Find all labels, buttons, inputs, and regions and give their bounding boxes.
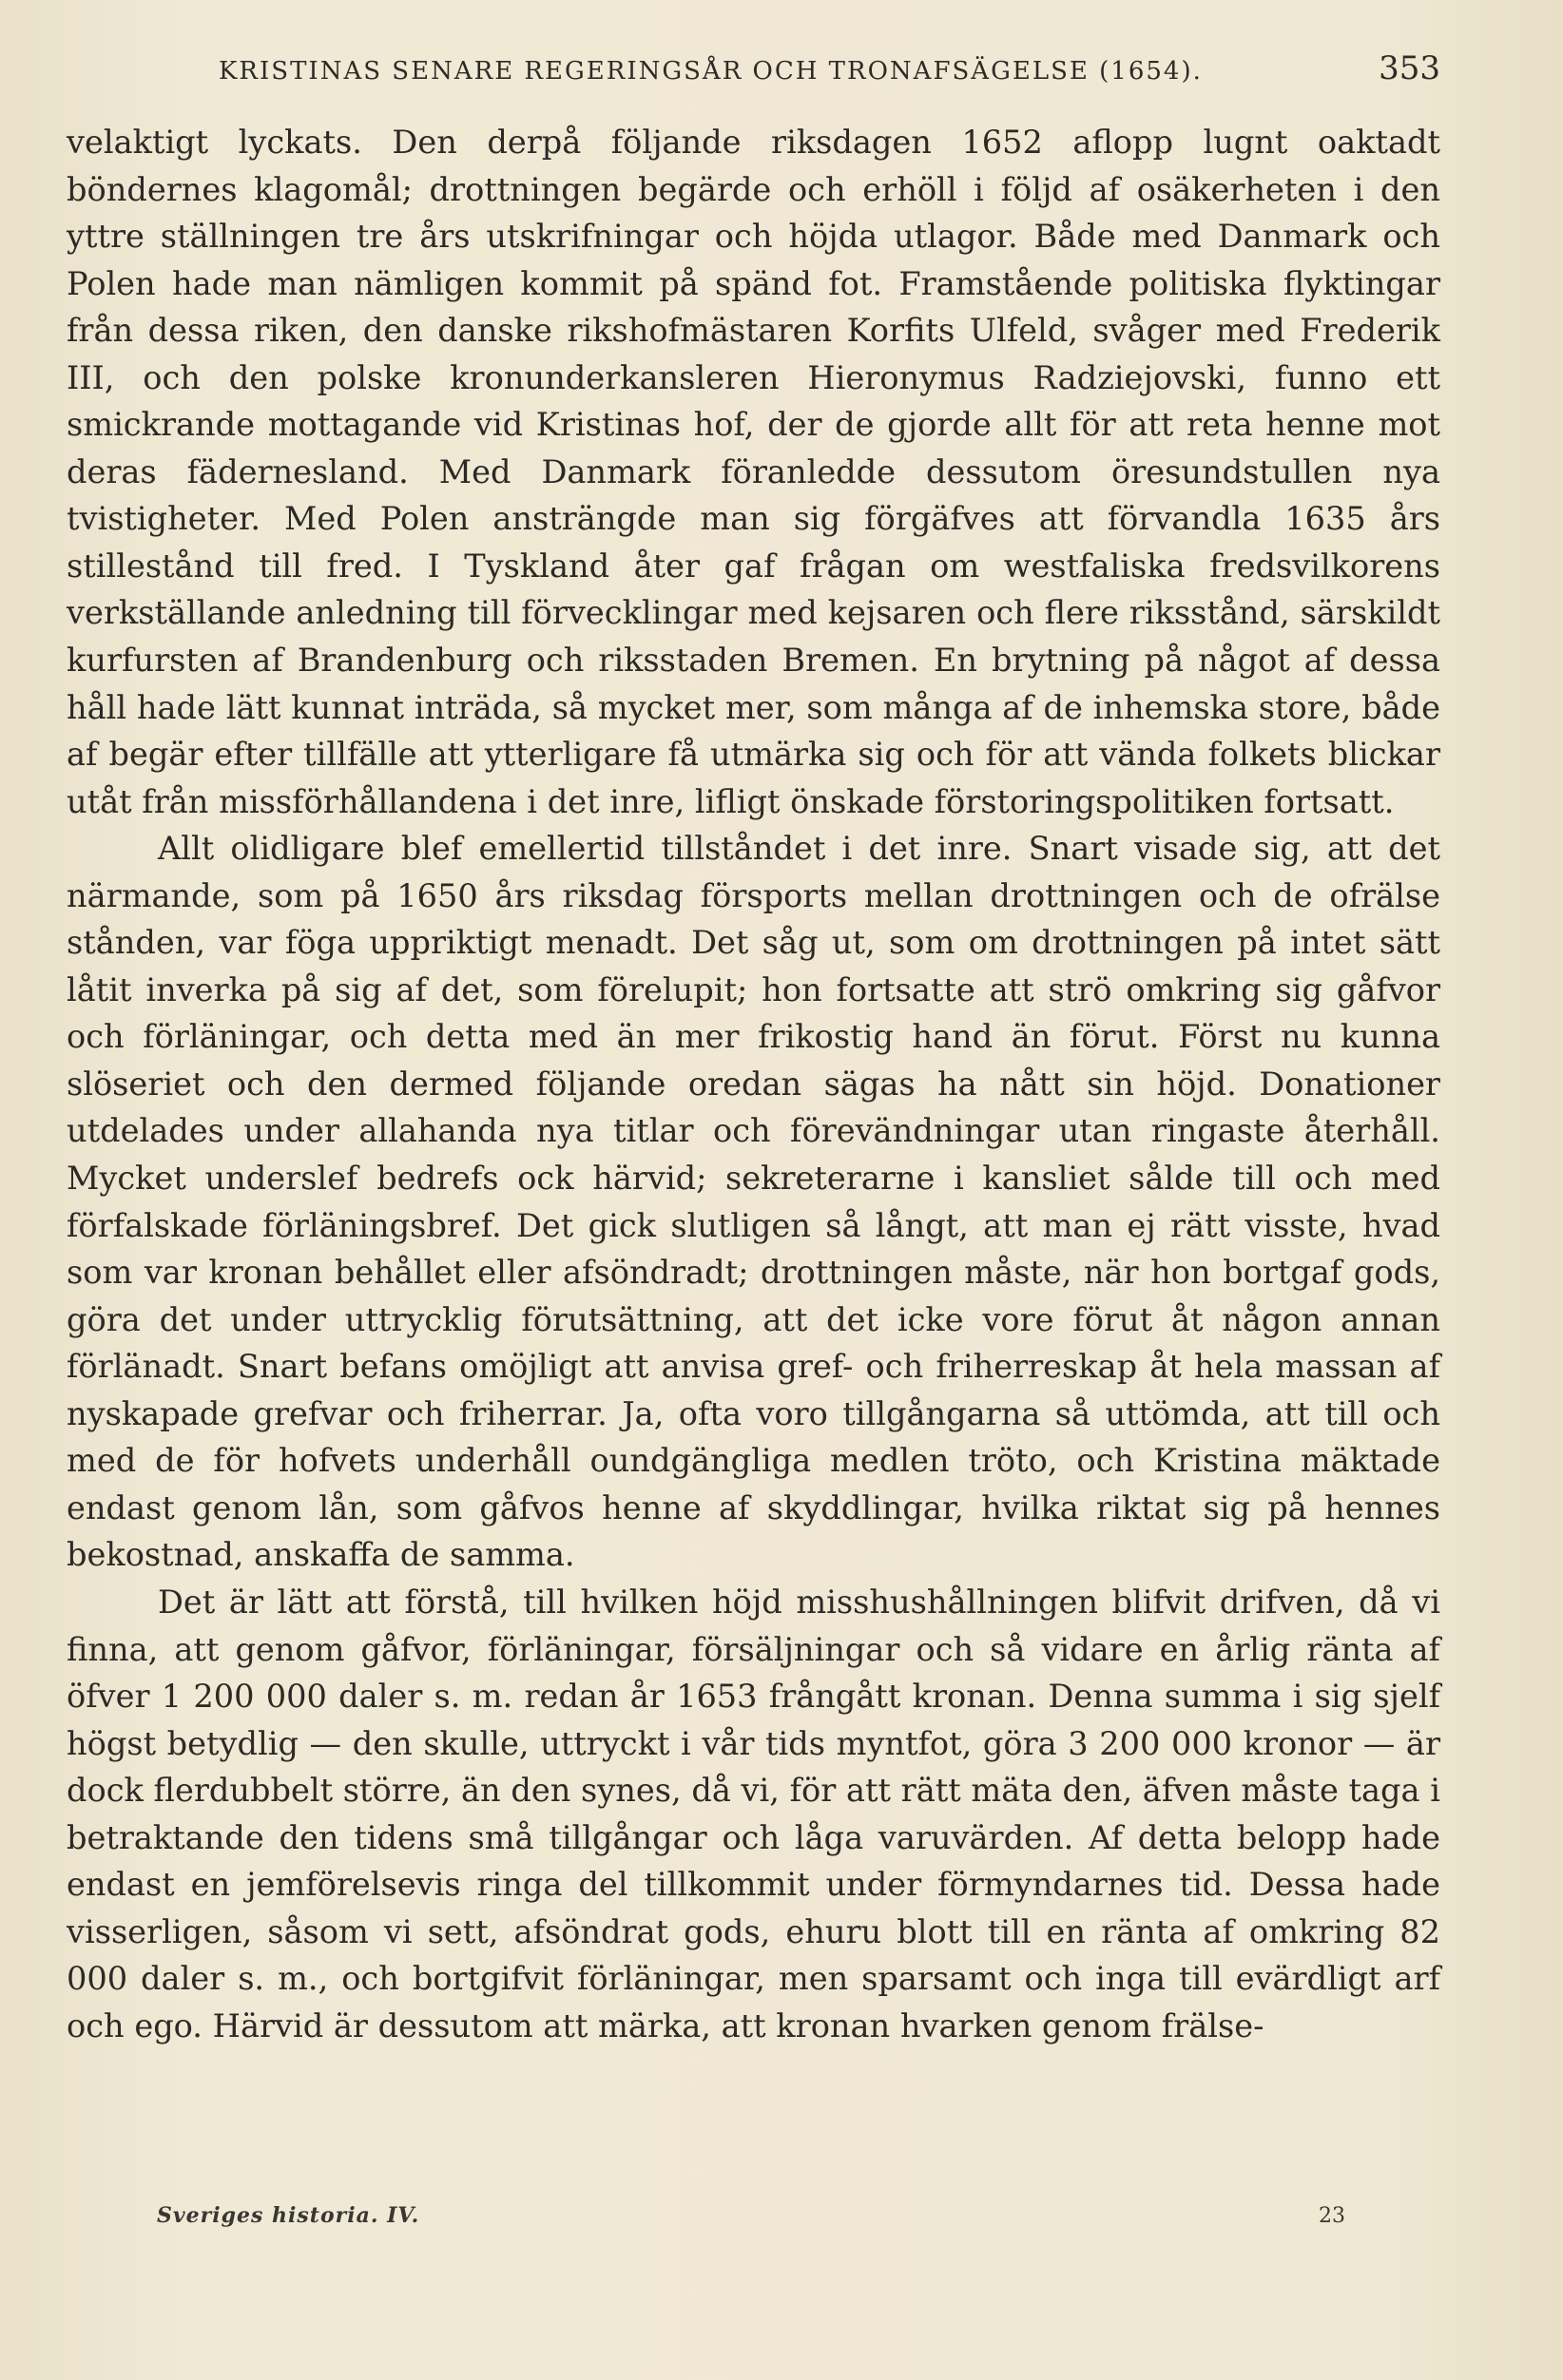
page-header (67, 49, 1440, 106)
body-text (67, 119, 1440, 2049)
paragraph-2: Allt olidligare blef emellertid tillståndet i det inre. Snart visade sig, att det närmande, som på 1650 års riksdag försports mellan drottningen och de ofrälse stånden, var föga uppriktigt menadt. Det såg ut, som om drottningen på intet sätt låtit inverka på sig af det, som förelupit; hon fortsatte att strö omkring sig gåfvor och förläningar, och detta med än mer frikostig hand än förut. Först nu kunna slöseriet och den dermed följande oredan sägas ha nått sin höjd. Donationer utdelades under allahanda nya titlar och förevändningar utan ringaste återhåll. Mycket underslef bedrefs ock härvid; sekreterarne i kansliet sålde till och med förfalskade förläningsbref. Det gick slutligen så långt, att man ej rätt visste, hvad som var kronan behållet eller afsöndradt; drottningen måste, när hon bortgaf gods, göra det under uttrycklig förutsättning, att det icke vore förut åt någon annan förlänadt. Snart befans omöjligt att anvisa gref- och friherreskap åt hela massan af nyskapade grefvar och friherrar. Ja, ofta voro tillgångarna så uttömda, att till och med de för hofvets underhåll oundgängliga medlen tröto, och Kristina mäktade endast genom lån, som gåfvos henne af skyddlingar, hvilka riktat sig på hennes bekostnad, anskaffa de samma. (67, 830, 1440, 1574)
paragraph-3: Det är lätt att förstå, till hvilken höjd misshushållningen blifvit drifven, då vi finna, att genom gåfvor, förläningar, försäljningar och så vidare en årlig ränta af öfver 1 200 000 daler s. m. redan år 1653 frångått kronan. Denna summa i sig sjelf högst betydlig — den skulle, uttryckt i vår tids myntfot, göra 3 200 000 kronor — är dock flerdubbelt större, än den synes, då vi, för att rätt mäta den, äfven måste taga i betraktande den tidens små tillgångar och låga varuvärden. Af detta belopp hade endast en jemförelsevis ringa del tillkommit under förmyndarnes tid. Dessa hade visserligen, såsom vi sett, afsöndrat gods, ehuru blott till en ränta af omkring 82 000 daler s. m., och bortgifvit förläningar, men sparsamt och inga till evärdligt arf och ego. Härvid är dessutom att märka, att kronan hvarken genom frälse- (67, 1583, 1440, 2044)
page-footer (157, 2203, 1345, 2241)
paragraph-1: velaktigt lyckats. Den derpå följande riksdagen 1652 aflopp lugnt oaktadt böndernes klagomål; drottningen begärde och erhöll i följd af osäkerheten i den yttre ställningen tre års utskrifningar och höjda utlagor. Både med Danmark och Polen hade man nämligen kommit på spänd fot. Framstående politiska flyktingar från dessa riken, den danske rikshofmästaren Korfits Ulfeld, svåger med Frederik III, och den polske kronunderkansleren Hieronymus Radziejovski, funno ett smickrande mottagande vid Kristinas hof, der de gjorde allt för att reta henne mot deras fäderneslаnd. Med Danmark föranledde dessutom öresundstullen nya tvistigheter. Med Polen ansträngde man sig förgäfves att förvandla 1635 års stillestånd till fred. I Tyskland åter gaf frågan om westfaliska fredsvilkorens verkställande anledning till förvecklingar med kejsaren och flere riksstånd, särskildt kurfursten af Brandenburg och riksstaden Bremen. En brytning på något af dessa håll hade lätt kunnat inträda, så mycket mer, som många af de inhemska store, både af begär efter tillfälle att ytterligare få utmärka sig och för att vända folkets blickar utåt från missförhållandena i det inre, lifligt önskade förstoringspolitiken fortsatt. (67, 124, 1440, 820)
running-head: KRISTINAS SENARE REGERINGSÅR OCH TRONAFSÄGELSE (1654). (219, 57, 1203, 86)
signature-number: 23 (1319, 2204, 1345, 2228)
printer-signature: Sveriges historia. IV. (157, 2203, 420, 2228)
page-number: 353 (1379, 49, 1440, 87)
